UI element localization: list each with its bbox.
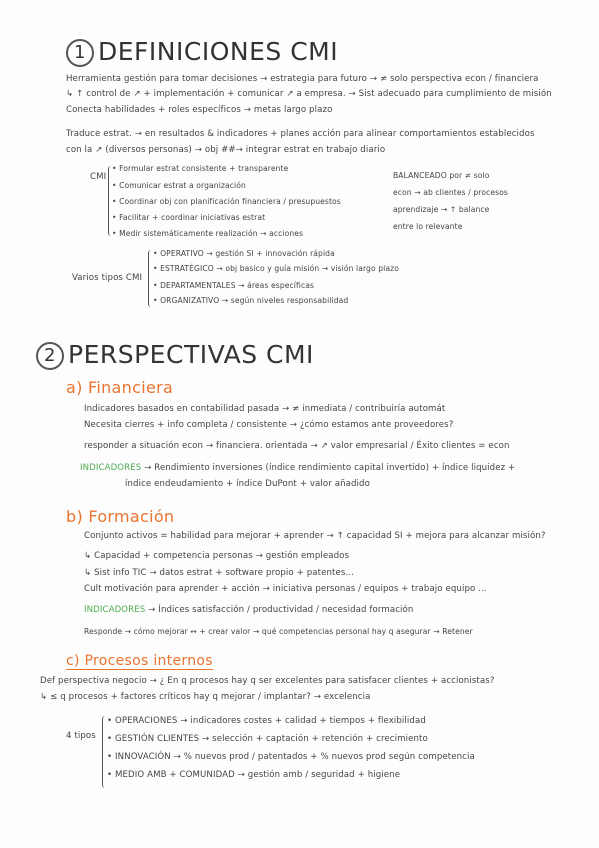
tipos-cmi-label: Varios tipos CMI [72, 273, 143, 283]
procesos-item-4: • MEDIO AMB + COMUNIDAD → gestión amb / seguridad + higiene [107, 770, 401, 780]
section-2-number: 2 [36, 342, 64, 370]
cmi-item-3: • Coordinar obj con planificación financiera / presupuestos [112, 197, 341, 206]
section-1-title [66, 37, 338, 67]
cmi-item-5: • Medir sistemáticamente realización → acciones [112, 229, 304, 238]
cmi-label: CMI [90, 172, 107, 182]
tipos-item-3: • DEPARTAMENTALES → áreas específicas [153, 281, 315, 290]
financiera-indicadores [80, 463, 515, 473]
formacion-line-1: Conjunto activos = habilidad para mejorar + aprender → ↑ capacidad SI + mejora para alcanzar misión? [84, 531, 546, 541]
formacion-indicadores [84, 605, 413, 615]
financiera-indicadores-text: → Rendimiento inversiones (índice rendimiento capital invertido) + índice liquidez + [141, 463, 516, 473]
procesos-item-3: • INNOVACIÓN → % nuevos prod / patentados + % nuevos prod según competencia [107, 752, 475, 762]
tipos-item-1: • OPERATIVO → gestión SI + innovación rápida [153, 249, 335, 258]
formacion-line-2: ↳ Capacidad + competencia personas → gestión empleados [84, 551, 350, 561]
procesos-tipos-label: 4 tipos [66, 731, 96, 741]
formacion-indicadores-label: INDICADORES [84, 605, 146, 615]
formacion-line-3: ↳ Sist info TIC → datos estrat + software propio + patentes... [84, 568, 354, 578]
financiera-line-1: Indicadores basados en contabilidad pasada → ≠ inmediata / contribuiría automát [84, 404, 446, 414]
subsection-financiera-title: a) Financiera [66, 378, 174, 397]
side-note-line-2: econ → ab clientes / procesos [393, 188, 508, 197]
formacion-indicadores-text: → Índices satisfacción / productividad / necesidad formación [145, 605, 414, 615]
s1-p2-line-1: Traduce estrat. → en resultados & indicadores + planes acción para alinear comportamientos establecidos [66, 129, 535, 139]
financiera-line-3: responder a situación econ → financiera. orientada → ↗ valor empresarial / Éxito clientes = econ [84, 441, 510, 451]
cmi-item-4: • Facilitar + coordinar iniciativas estrat [112, 213, 266, 222]
side-note-line-1: BALANCEADO por ≠ solo [393, 171, 490, 180]
formacion-responde: Responde → cómo mejorar ↔ + crear valor → qué competencias personal hay q asegurar → Retener [84, 627, 473, 636]
s1-p2-line-2: con la ↗ (diversos personas) → obj ##→ integrar estrat en trabajo diario [66, 145, 386, 155]
s1-p1-line-1: Herramienta gestión para tomar decisiones → estrategia para futuro → ≠ solo perspectiva econ / financiera [66, 74, 539, 84]
section-1-title-text: DEFINICIONES CMI [98, 37, 339, 66]
side-note-line-3: aprendizaje → ↑ balance [393, 205, 490, 214]
cmi-item-1: • Formular estrat consistente + transparente [112, 164, 289, 173]
s1-p1-line-2: ↳ ↑ control de ↗ + implementación + comunicar ↗ a empresa. → Sist adecuado para cumplimiento de misión [66, 89, 552, 99]
financiera-indicadores-label: INDICADORES [80, 463, 142, 473]
financiera-line-2: Necesita cierres + info completa / consistente → ¿cómo estamos ante proveedores? [84, 420, 454, 430]
procesos-line-1: Def perspectiva negocio → ¿ En q procesos hay q ser excelentes para satisfacer clientes + accionistas? [40, 676, 495, 686]
financiera-indicadores-line-2: índice endeudamiento + índice DuPont + valor añadido [125, 479, 370, 489]
tipos-item-2: • ESTRATÉGICO → obj basico y guía misión → visión largo plazo [153, 264, 399, 273]
section-1-number: 1 [66, 39, 94, 67]
procesos-item-1: • OPERACIONES → indicadores costes + calidad + tiempos + flexibilidad [107, 716, 426, 726]
procesos-line-2: ↳ ≤ q procesos + factores críticos hay q mejorar / implantar? → excelencia [40, 692, 371, 702]
formacion-line-4: Cult motivación para aprender + acción → iniciativa personas / equipos + trabajo equipo ... [84, 584, 487, 594]
section-2-title-text: PERSPECTIVAS CMI [68, 340, 314, 369]
side-note-line-4: entre lo relevante [393, 222, 463, 231]
cmi-item-2: • Comunicar estrat a organización [112, 181, 246, 190]
s1-p1-line-3: Conecta habilidades + roles específicos → metas largo plazo [66, 105, 333, 115]
subsection-formacion-title: b) Formación [66, 507, 175, 526]
section-2-title [36, 340, 314, 370]
tipos-item-4: • ORGANIZATIVO → según niveles responsabilidad [153, 296, 349, 305]
subsection-procesos-title: c) Procesos internos [66, 653, 213, 669]
procesos-item-2: • GESTIÓN CLIENTES → selección + captación + retención + crecimiento [107, 734, 428, 744]
